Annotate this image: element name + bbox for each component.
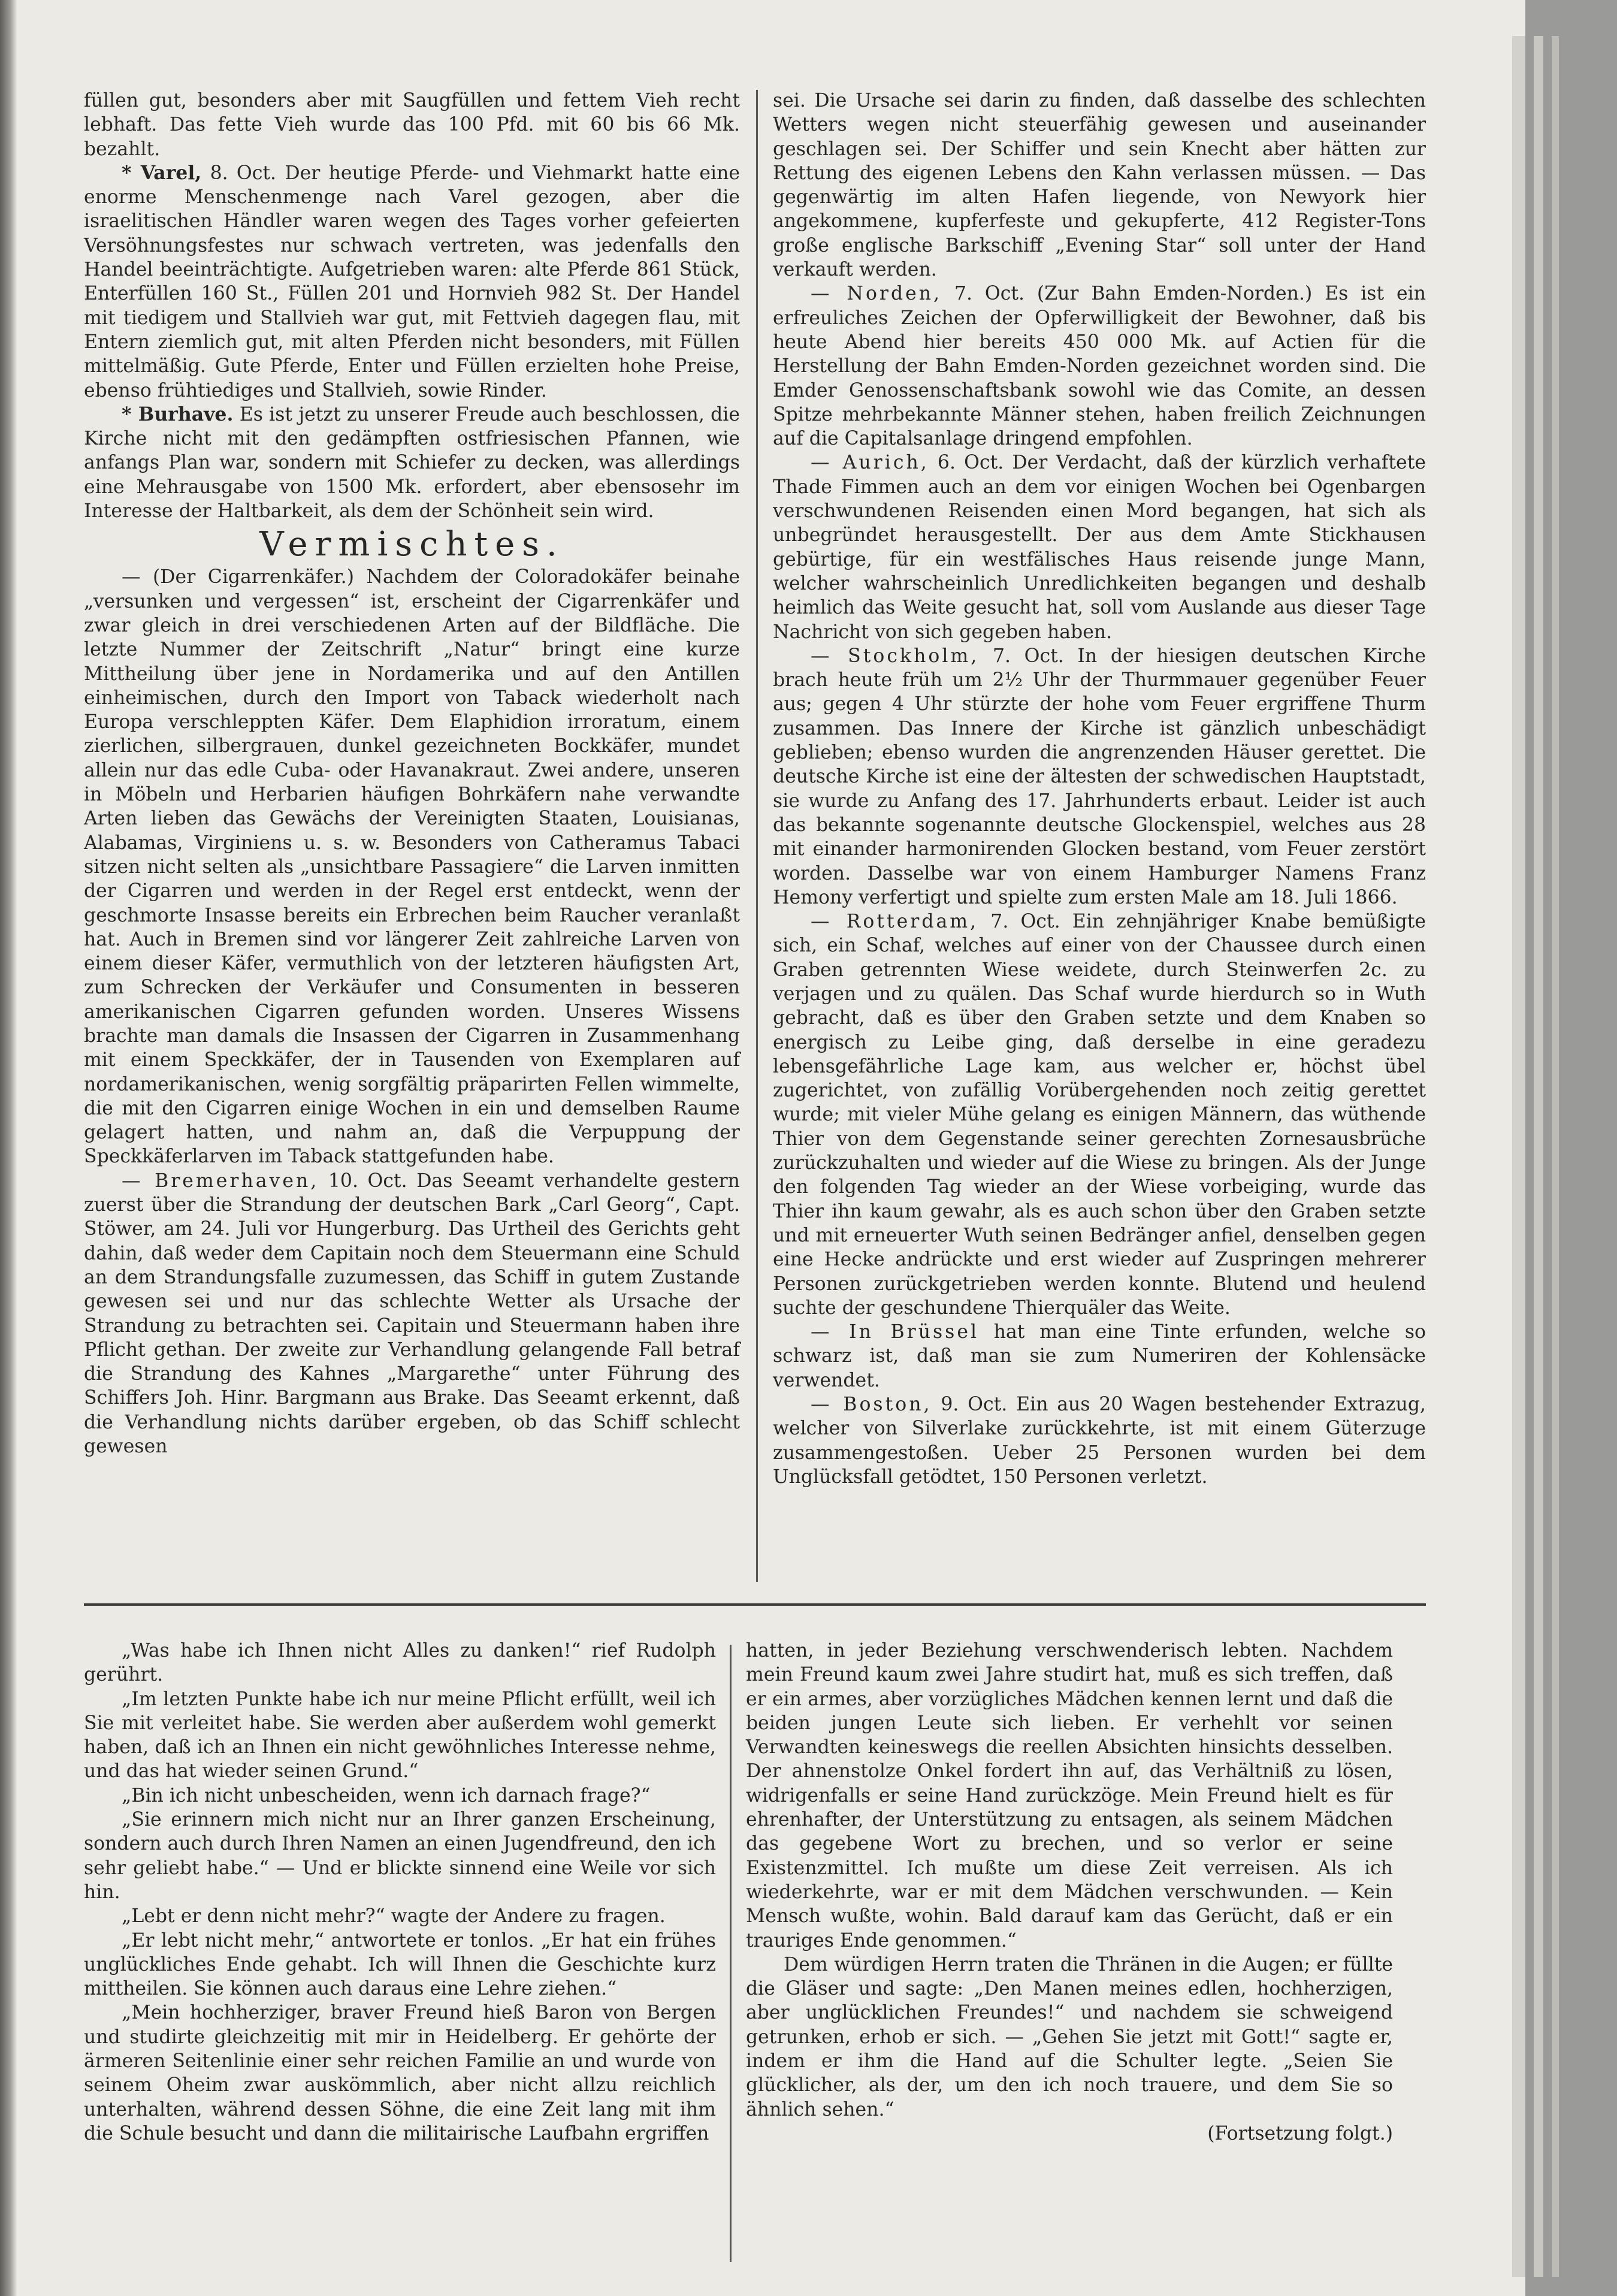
paragraph: „Bin ich nicht unbescheiden, wenn ich darnach frage?“ <box>122 1784 651 1806</box>
paragraph: Dem würdigen Herrn traten die Thränen in die Augen; er füllte die Gläser und sagte: „Den Manen meines edlen, hochherzigen, aber unglücklichen Freundes!“ und nachdem sie schweigend getrunken, erhob er sich. — „Gehen Sie jetzt mit Gott!“ sagte er, indem er ihm die Hand auf die Schulter legte. „Seien Sie glücklicher, als der, um den ich noch trauere, und dem Sie so ähnlich sehen.“ <box>746 1953 1393 2120</box>
paragraph: füllen gut, besonders aber mit Saugfüllen und fettem Vieh recht lebhaft. Das fette Vieh wurde das 100 Pfd. mit 60 bis 66 Mk. bezahlt. <box>84 90 740 160</box>
section-heading: Vermischtes. <box>259 525 564 564</box>
page-stack-edge <box>1534 36 1543 2277</box>
paragraph: „Er lebt nicht mehr,“ antwortete er tonlos. „Er hat ein frühes unglückliches Ende gehabt. Ich will Ihnen die Geschichte kurz mittheilen. Sie können auch daraus eine Lehre ziehen.“ <box>84 1929 716 2000</box>
paragraph: „Im letzten Punkte habe ich nur meine Pflicht erfüllt, weil ich Sie mit verleitet habe. Sie werden aber außerdem wohl gemerkt haben, daß ich an Ihnen ein nicht gewöhnliches Interesse nehme, und das hat wieder seinen Grund.“ <box>84 1688 716 1783</box>
top-right-column <box>773 89 1426 1489</box>
paragraph: „Was habe ich Ihnen nicht Alles zu danken!“ rief Rudolph gerührt. <box>84 1640 716 1686</box>
page-edge <box>1512 36 1525 2277</box>
column-divider <box>730 1645 732 2262</box>
paragraph: „Lebt er denn nicht mehr?“ wagte der Andere zu fragen. <box>122 1905 666 1928</box>
news-item-bruessel: — In Brüssel hat man eine Tinte erfunden, welche so schwarz ist, daß man sie zum Numeriren der Kohlensäcke verwendet. <box>773 1321 1426 1391</box>
paragraph: „Mein hochherziger, braver Freund hieß Baron von Bergen und studirte gleichzeitig mit mir in Heidelberg. Er gehörte der ärmeren Seitenlinie einer sehr reichen Familie an und wurde von seinem Oheim zwar auskömmlich, aber nicht allzu reichlich unterhalten, während dessen Söhne, die eine Zeit lang mit ihm die Schule besucht und dann die militairische Laufbahn ergriffen <box>84 2002 716 2144</box>
continuation-note: (Fortsetzung folgt.) <box>1207 2122 1393 2144</box>
page-stack-edge <box>1552 36 1559 2277</box>
news-item-boston: — Boston, 9. Oct. Ein aus 20 Wagen bestehender Extrazug, welcher von Silverlake zurückkehrte, ist mit einem Güterzuge zusammengestoßen. Ueber 25 Personen wurden bei dem Unglücksfall getödtet, 150 Personen verletzt. <box>773 1394 1426 1488</box>
news-item-bremerhaven: — Bremerhaven, 10. Oct. Das Seeamt verhandelte gestern zuerst über die Strandung der deutschen Bark „Carl Georg“, Capt. Stöwer, am 24. Juli vor Hungerburg. Das Urtheil des Gerichts geht dahin, daß weder dem Capitain noch dem Steuermann eine Schuld an dem Strandungsfalle zuzumessen, das Schiff in gutem Zustande gewesen sei und nur das schlechte Wetter als Ursache der Strandung zu betrachten sei. Capitain und Steuermann haben ihre Pflicht gethan. Der zweite zur Verhandlung gelangende Fall betraf die Strandung des Kahnes „Margarethe“ unter Führung des Schiffers Joh. Hinr. Bargmann aus Brake. Das Seeamt erkennt, daß die Verhandlung nichts darüber ergeben, ob das Schiff schlecht gewesen <box>84 1170 740 1458</box>
bottom-left-column <box>84 1639 716 2146</box>
paragraph: sei. Die Ursache sei darin zu finden, daß dasselbe des schlechten Wetters wegen nicht steuerfähig gewesen und auseinander geschlagen sei. Der Schiffer und sein Knecht aber hätten zur Rettung des eigenen Lebens den Kahn verlassen müssen. — Das gegenwärtig im alten Hafen liegende, von Newyork hier angekommene, kupferfeste und gekupferte, 412 Register-Tons große englische Barkschiff „Evening Star“ soll unter der Hand verkauft werden. <box>773 90 1426 281</box>
news-item-burhave: * Burhave. Es ist jetzt zu unserer Freude auch beschlossen, die Kirche nicht mit den gedämpften ostfriesischen Pfannen, wie anfangs Plan war, sondern mit Schiefer zu decken, was allerdings eine Mehrausgabe von 1500 Mk. erfordert, aber ebensosehr im Interesse der Haltbarkeit, als dem der Schönheit sein wird. <box>84 403 741 522</box>
bottom-right-column <box>746 1639 1393 2146</box>
news-item-rotterdam: — Rotterdam, 7. Oct. Ein zehnjähriger Knabe bemüßigte sich, ein Schaf, welches auf einer von der Chaussee durch einen Graben getrennten Wiese weidete, durch Steinwerfen 2c. zu verjagen und zu quälen. Das Schaf wurde hierdurch so in Wuth gebracht, daß es über den Graben setzte und dem Knaben so energisch zu Leibe ging, daß derselbe in eine geradezu lebensgefährliche Lage kam, aus welcher er, höchst übel zugerichtet, von zufällig Vorübergehenden noch zeitig gerettet wurde; mit vieler Mühe gelang es einigen Männern, das wüthende Thier von dem Gegenstande seiner gerechten Zornesausbrüche zurückzuhalten und wieder auf die Wiese zu bringen. Als der Junge den folgenden Tag wieder an der Wiese vorbeiging, wurde das Thier ihn kaum gewahr, als es auch schon über den Graben setzte und mit erneuerter Wuth seinen Bedränger anfiel, denselben gegen eine Hecke andrückte und erst wieder auf Zuspringen mehrerer Personen zurückgetrieben werden konnte. Blutend und heulend suchte der geschundene Thierquäler das Weite. <box>773 911 1426 1319</box>
news-item-stockholm: — Stockholm, 7. Oct. In der hiesigen deutschen Kirche brach heute früh um 2½ Uhr der Thurmmauer gegenüber Feuer aus; gegen 4 Uhr stürzte der hohe vom Feuer ergriffene Thurm zusammen. Das Innere der Kirche ist gänzlich unbeschädigt geblieben; ebenso wurden die angrenzenden Häuser gerettet. Die deutsche Kirche ist eine der ältesten der schwedischen Hauptstadt, sie wurde zu Anfang des 17. Jahrhunderts erbaut. Leider ist auch das bekannte sogenannte deutsche Glockenspiel, welches aus 28 mit einander harmonirenden Glocken bestand, vom Feuer zerstört worden. Dasselbe war von einem Hamburger Namens Franz Hemony verfertigt und spielte zum ersten Male am 18. Juli 1866. <box>773 645 1426 908</box>
paragraph: hatten, in jeder Beziehung verschwenderisch lebten. Nachdem mein Freund kaum zwei Jahre studirt hat, muß es sich treffen, daß er ein armes, aber vorzügliches Mädchen kennen lernt und daß die beiden jungen Leute sich lieben. Er verhehlt vor seinen Verwandten keineswegs die reellen Absichten hinsichts desselben. Der ahnenstolze Onkel fordert ihn auf, das Verhältniß zu lösen, widrigenfalls er seine Hand zurückzöge. Mein Freund hielt es für ehrenhafter, der Unterstützung zu entsagen, als seinem Mädchen das gegebene Wort zu brechen, und so verlor er seine Existenzmittel. Ich mußte um diese Zeit verreisen. Als ich wiederkehrte, war er mit dem Mädchen verschwunden. — Kein Mensch wußte, wohin. Bald darauf kam das Gerücht, daß er ein trauriges Ende genommen.“ <box>746 1640 1393 1951</box>
news-item-aurich: — Aurich, 6. Oct. Der Verdacht, daß der kürzlich verhaftete Thade Fimmen auch an dem vor einigen Wochen bei Ogenbargen verschwundenen Reisenden einen Mord begangen, hat sich als unbegründet herausgestellt. Der aus dem Amte Stickhausen gebürtige, für ein westfälisches Haus reisende junge Mann, welcher wahrscheinlich Unredlichkeiten begangen und deshalb heimlich das Weite gesucht hat, soll vom Auslande aus dieser Tage Nachricht von sich gegeben haben. <box>773 452 1426 643</box>
column-divider <box>756 90 758 1582</box>
spine-shadow <box>0 0 17 2296</box>
top-left-column <box>84 89 740 1458</box>
news-item-varel: * Varel, 8. Oct. Der heutige Pferde- und Viehmarkt hatte eine enorme Menschenmenge nach Varel gezogen, aber die israelitischen Händler waren wegen des Tages vorher gefeierten Versöhnungsfestes nur schwach vertreten, was jedenfalls den Handel beeinträchtigte. Aufgetrieben waren: alte Pferde 861 Stück, Enterfüllen 160 St., Füllen 201 und Hornvieh 982 St. Der Handel mit tiedigem und Stallvieh war gut, mit Fettvieh dagegen flau, mit Entern ziemlich gut, mit alten Pferden nicht besonders, mit Füllen mittelmäßig. Gute Pferde, Enter und Füllen erzielten hohe Preise, ebenso frühtiediges und Stallvieh, sowie Rinder. <box>84 161 740 401</box>
news-item-norden: — Norden, 7. Oct. (Zur Bahn Emden-Norden.) Es ist ein erfreuliches Zeichen der Opferwilligkeit der Bewohner, daß bis heute Abend hier bereits 450 000 Mk. auf Actien für die Herstellung der Bahn Emden-Norden gezeichnet worden sind. Die Emder Genossenschaftsbank sowohl wie das Comite, an dessen Spitze mehrbekannte Männer stehen, haben freilich Zeichnungen auf die Capitalsanlage dringend empfohlen. <box>773 283 1426 450</box>
news-item-cigarrenkaefer: — (Der Cigarrenkäfer.) Nachdem der Coloradokäfer beinahe „versunken und vergessen“ ist, erscheint der Cigarrenkäfer und zwar gleich in drei verschiedenen Arten auf der Bildfläche. Die letzte Nummer der Zeitschrift „Natur“ bringt eine kurze Mittheilung über jene in Nordamerika und auf den Antillen einheimischen, durch den Import von Taback wiederholt nach Europa verschleppten Käfer. Dem Elaphidion irroratum, einem zierlichen, silbergrauen, dunkel gezeichneten Bockkäfer, mundet allein nur das edle Cuba- oder Havanakraut. Zwei andere, unseren in Möbeln und Herbarien häufigen Bohrkäfern nahe verwandte Arten lieben das Gewächs der Vereinigten Staaten, Louisianas, Alabamas, Virginiens u. s. w. Besonders von Catheramus Tabaci sitzen nicht selten als „unsichtbare Passagiere“ die Larven inmitten der Cigarren und werden in der Regel erst entdeckt, wenn der geschmorte Insasse bereits ein Erbrechen beim Raucher veranlaßt hat. Auch in Bremen sind vor längerer Zeit zahlreiche Larven von einem dieser Käfer, vermuthlich von der letzteren häufigsten Art, zum Schrecken der Verkäufer und Consumenten in besseren amerikanischen Cigarren gefunden worden. Unseres Wissens brachte man damals die Insassen der Cigarren in Zusammenhang mit einem Speckkäfer, der in Tausenden von Exemplaren auf nordamerikanischen, wenig sorgfältig präparirten Fellen wimmelte, die mit den Cigarren einige Wochen in ein und demselben Raume gelagert hatten, und nahm an, daß die Verpuppung der Speckkäferlarven im Taback stattgefunden habe. <box>84 566 740 1168</box>
feuilleton-divider <box>84 1603 1426 1606</box>
paragraph: „Sie erinnern mich nicht nur an Ihrer ganzen Erscheinung, sondern auch durch Ihren Namen an einen Jugendfreund, den ich sehr geliebt habe.“ — Und er blickte sinnend eine Weile vor sich hin. <box>84 1809 716 1903</box>
